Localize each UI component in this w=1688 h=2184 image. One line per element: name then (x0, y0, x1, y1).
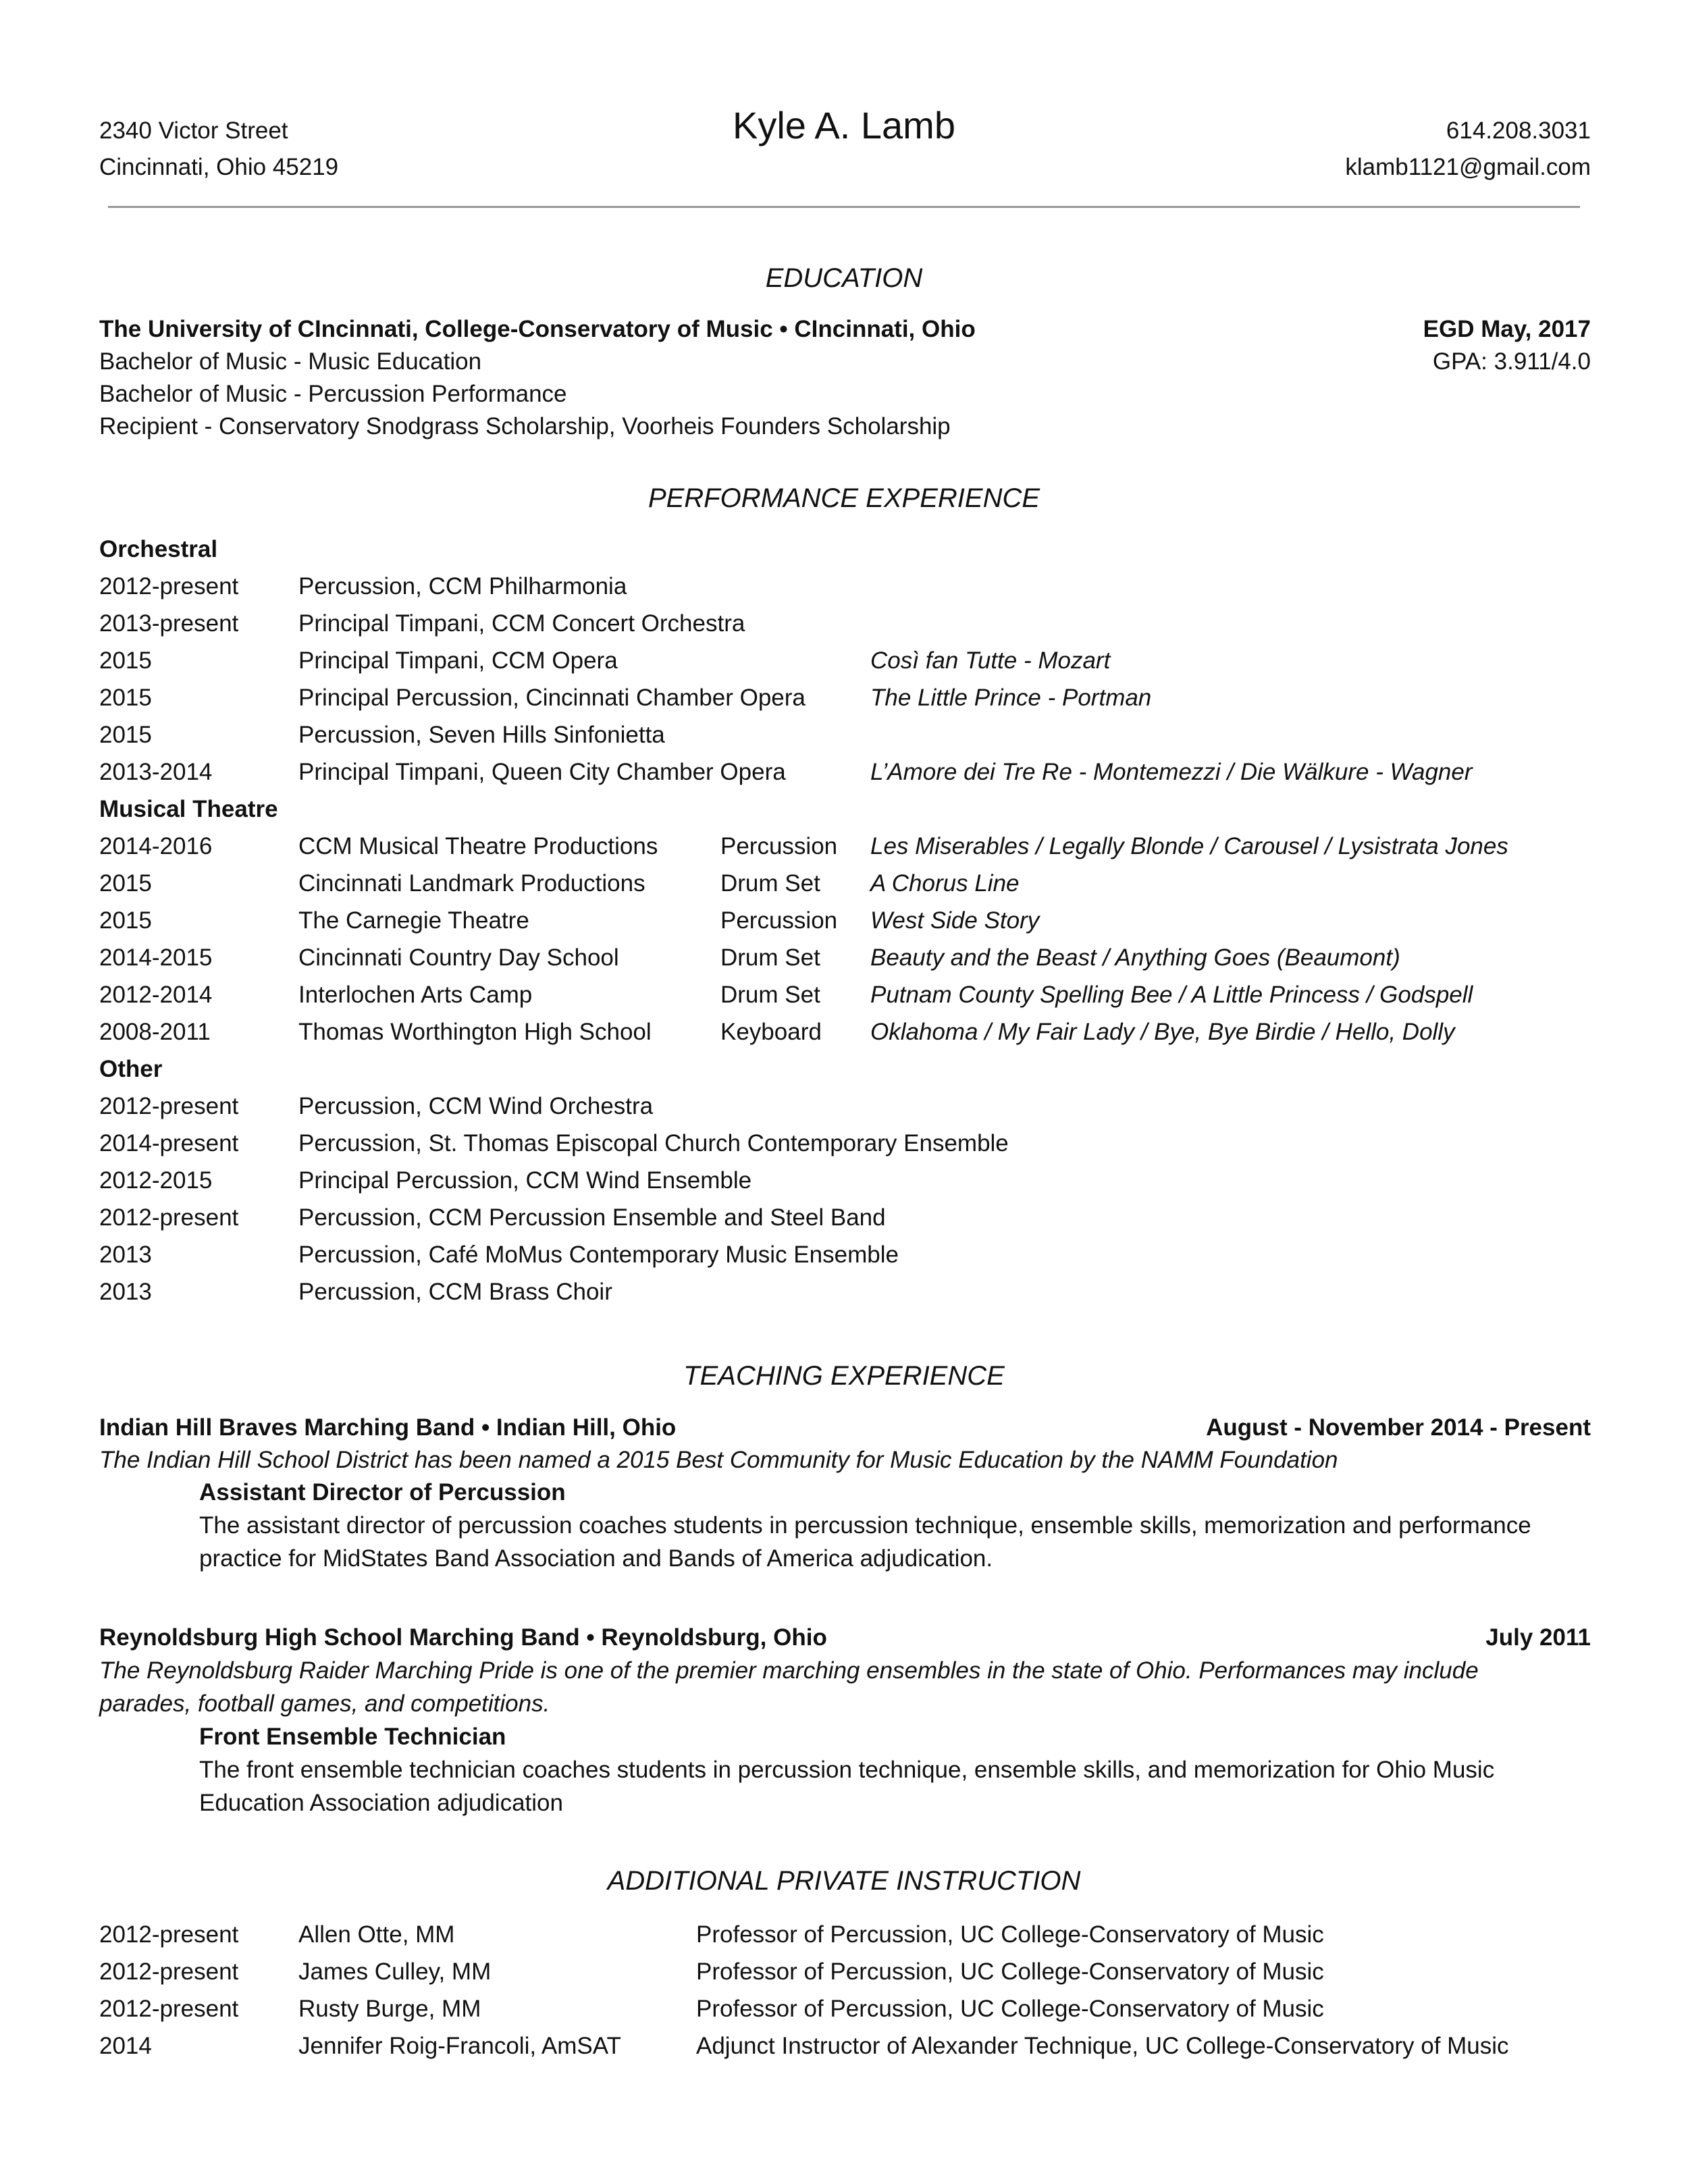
header-divider (108, 206, 1580, 208)
years: 2012-2015 (99, 1167, 213, 1194)
orchestral-row (0, 760, 1688, 794)
other-row (0, 1094, 1688, 1128)
works: A Chorus Line (870, 870, 1020, 897)
orchestral-row (0, 686, 1688, 720)
years: 2015 (99, 647, 152, 674)
works: Les Miserables / Legally Blonde / Carousel / Lysistrata Jones (870, 833, 1508, 859)
theatre-row (0, 1020, 1688, 1054)
email: klamb1121@gmail.com (1345, 154, 1591, 180)
organization: Interlochen Arts Camp (298, 982, 533, 1008)
other-row (0, 1169, 1688, 1202)
education-line: Bachelor of Music - Music Education (99, 348, 482, 375)
teacher: Jennifer Roig-Francoli, AmSAT (298, 2033, 621, 2059)
other-row (0, 1243, 1688, 1277)
private-heading: ADDITIONAL PRIVATE INSTRUCTION (607, 1866, 1081, 1896)
role: Percussion, CCM Brass Choir (298, 1279, 612, 1305)
role: Percussion, Seven Hills Sinfonietta (298, 722, 665, 748)
role: Percussion, Café MoMus Contemporary Music Ensemble (298, 1242, 899, 1268)
years: 2015 (99, 685, 152, 711)
teacher-title: Professor of Percussion, UC College-Conservatory of Music (696, 1996, 1324, 2022)
organization: Cincinnati Country Day School (298, 944, 619, 971)
works: L’Amore dei Tre Re - Montemezzi / Die Wälkure - Wagner (870, 759, 1473, 785)
orchestral-row (0, 575, 1688, 608)
job-date: July 2011 (1485, 1624, 1591, 1651)
years: 2013 (99, 1242, 152, 1268)
years: 2013-2014 (99, 759, 213, 785)
other-row (0, 1280, 1688, 1314)
years: 2012-2014 (99, 982, 213, 1008)
teacher-title: Professor of Percussion, UC College-Conservatory of Music (696, 1959, 1324, 1985)
instrument: Percussion (720, 907, 838, 934)
teacher-title: Professor of Percussion, UC College-Conservatory of Music (696, 1921, 1324, 1948)
address-line1: 2340 Victor Street (99, 117, 288, 144)
organization: CCM Musical Theatre Productions (298, 833, 658, 859)
other-row (0, 1131, 1688, 1165)
phone: 614.208.3031 (1446, 117, 1591, 144)
theatre-row (0, 946, 1688, 980)
job-description: The Reynoldsburg Raider Marching Pride is one of the premier marching ensembles in the state of Ohio. Performances may include (99, 1657, 1479, 1684)
instrument: Drum Set (720, 870, 820, 897)
education-school: The University of CIncinnati, College-Conservatory of Music • CIncinnati, Ohio (99, 316, 976, 342)
works: Beauty and the Beast / Anything Goes (Beaumont) (870, 944, 1400, 971)
instrument: Drum Set (720, 982, 820, 1008)
organization: Thomas Worthington High School (298, 1019, 652, 1045)
resume-name: Kyle A. Lamb (733, 104, 955, 147)
years: 2012-present (99, 1921, 239, 1948)
instrument: Percussion (720, 833, 838, 859)
other-row (0, 1206, 1688, 1240)
teacher: Rusty Burge, MM (298, 1996, 481, 2022)
job-duty: practice for MidStates Band Association and Bands of America adjudication. (199, 1545, 993, 1572)
role: Percussion, CCM Philharmonia (298, 573, 627, 600)
years: 2013 (99, 1279, 152, 1305)
years: 2008-2011 (99, 1019, 211, 1045)
role: Principal Percussion, Cincinnati Chamber Opera (298, 685, 806, 711)
years: 2015 (99, 722, 152, 748)
years: 2015 (99, 907, 152, 934)
other-label: Other (99, 1056, 163, 1082)
private-row (0, 2034, 1688, 2068)
role: Principal Percussion, CCM Wind Ensemble (298, 1167, 752, 1194)
works: The Little Prince - Portman (870, 685, 1152, 711)
theatre-row (0, 872, 1688, 905)
years: 2012-present (99, 1093, 239, 1119)
years: 2014 (99, 2033, 152, 2059)
role: Principal Timpani, CCM Concert Orchestra (298, 610, 745, 637)
education-line: Recipient - Conservatory Snodgrass Scholarship, Voorheis Founders Scholarship (99, 413, 951, 440)
years: 2014-present (99, 1130, 239, 1156)
job-description: parades, football games, and competitions. (99, 1690, 550, 1717)
private-row (0, 1923, 1688, 1956)
instrument: Keyboard (720, 1019, 822, 1045)
education-date: EGD May, 2017 (1423, 316, 1591, 342)
role: Percussion, CCM Percussion Ensemble and Steel Band (298, 1204, 886, 1231)
job-organization: Reynoldsburg High School Marching Band • Reynoldsburg, Ohio (99, 1624, 827, 1651)
role: Percussion, CCM Wind Orchestra (298, 1093, 654, 1119)
years: 2014-2016 (99, 833, 213, 859)
teacher: James Culley, MM (298, 1959, 492, 1985)
organization: The Carnegie Theatre (298, 907, 529, 934)
years: 2012-present (99, 573, 239, 600)
theatre-label: Musical Theatre (99, 796, 278, 822)
orchestral-row (0, 723, 1688, 757)
years: 2012-present (99, 1204, 239, 1231)
education-heading: EDUCATION (765, 263, 923, 293)
theatre-row (0, 983, 1688, 1017)
role: Principal Timpani, Queen City Chamber Opera (298, 759, 786, 785)
private-row (0, 1997, 1688, 2031)
teaching-heading: TEACHING EXPERIENCE (683, 1361, 1005, 1391)
job-title: Assistant Director of Percussion (199, 1479, 566, 1506)
job-description: The Indian Hill School District has been named a 2015 Best Community for Music Education by the NAMM Foundation (99, 1447, 1338, 1473)
orchestral-label: Orchestral (99, 536, 218, 562)
performance-heading: PERFORMANCE EXPERIENCE (648, 483, 1040, 513)
years: 2013-present (99, 610, 239, 637)
works: Putnam County Spelling Bee / A Little Princess / Godspell (870, 982, 1473, 1008)
theatre-row (0, 834, 1688, 868)
job-duty: The front ensemble technician coaches students in percussion technique, ensemble skills, and memorization for Ohio Music (199, 1757, 1495, 1783)
years: 2015 (99, 870, 152, 897)
education-gpa: GPA: 3.911/4.0 (1432, 348, 1591, 375)
works: Così fan Tutte - Mozart (870, 647, 1111, 674)
years: 2012-present (99, 1959, 239, 1985)
works: Oklahoma / My Fair Lady / Bye, Bye Birdie / Hello, Dolly (870, 1019, 1455, 1045)
works: West Side Story (870, 907, 1040, 934)
education-line: Bachelor of Music - Percussion Performance (99, 381, 567, 407)
role: Percussion, St. Thomas Episcopal Church Contemporary Ensemble (298, 1130, 1009, 1156)
theatre-row (0, 909, 1688, 942)
job-date: August - November 2014 - Present (1206, 1414, 1591, 1441)
orchestral-row (0, 612, 1688, 645)
job-organization: Indian Hill Braves Marching Band • Indian Hill, Ohio (99, 1414, 677, 1441)
organization: Cincinnati Landmark Productions (298, 870, 645, 897)
teacher-title: Adjunct Instructor of Alexander Technique, UC College-Conservatory of Music (696, 2033, 1509, 2059)
job-duty: Education Association adjudication (199, 1790, 563, 1816)
teacher: Allen Otte, MM (298, 1921, 455, 1948)
orchestral-row (0, 649, 1688, 683)
years: 2012-present (99, 1996, 239, 2022)
job-title: Front Ensemble Technician (199, 1724, 506, 1750)
address-line2: Cincinnati, Ohio 45219 (99, 154, 339, 180)
private-row (0, 1960, 1688, 1994)
years: 2014-2015 (99, 944, 213, 971)
instrument: Drum Set (720, 944, 820, 971)
role: Principal Timpani, CCM Opera (298, 647, 618, 674)
job-duty: The assistant director of percussion coaches students in percussion technique, ensemble skills, memorization and performance (199, 1512, 1531, 1539)
